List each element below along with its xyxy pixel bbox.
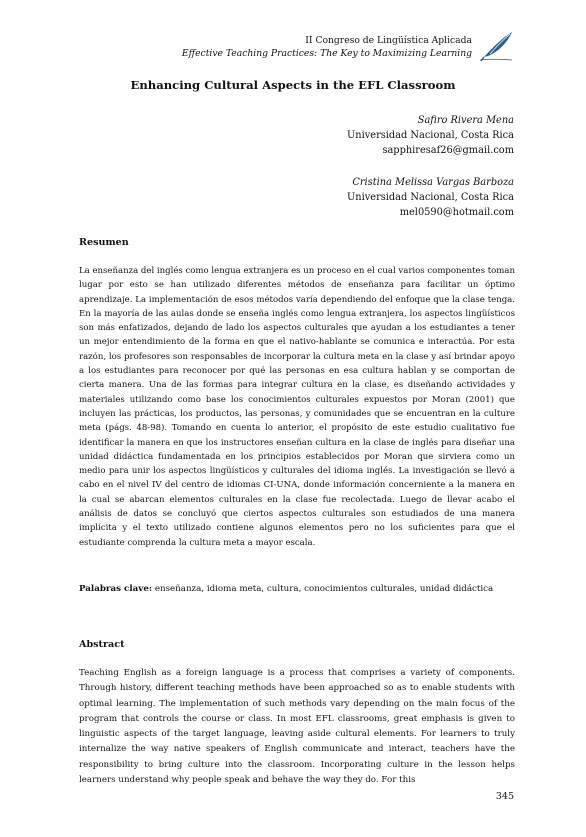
resumen-text: La enseñanza del inglés como lengua extranjera es un proceso en el cual varios componentes toman lugar por esto se han utilizado diferentes métodos de enseñanza para facilitar un óptimo aprendizaje. La implementación de esos métodos varía dependiendo del enfoque que la clase tenga. En la mayoría de las aulas donde se enseña inglés como lengua extranjera, los aspectos lingüísticos son más enfatizados, dejando de lado los aspectos culturales que ayudan a los estudiantes a tener un mejor entendimiento de la forma en que el nativo-hablante se comunica e interactúa. Por esta razón, los profesores son responsables de incorporar la cultura meta en la clase y así brindar apoyo a los estudiantes para reconocer por qué las personas en esa cultura hablan y se comportan de cierta manera. Una de las formas para integrar cultura en la clase, es diseñando actividades y materiales utilizando como base los conocimientos culturales expuestos por Moran (2001) que incluyen las prácticas, los productos, las personas, y comunidades que se encuentran en la culture meta (págs. 48-98). Tomando en cuenta lo anterior, el propósito de este estudio cualitativo fue identificar la manera en que los instructores enseñan cultura en la clase de inglés para diseñar una unidad didáctica fundamentada en los principios establecidos por Moran que sirviera como un medio para unir los aspectos lingüísticos y culturales del idioma inglés. La investigación se llevó a cabo en el nivel IV del centro de idiomas CI-UNA, donde información concerniente a la manera en la cual se abarcan elementos culturales en la clase fue recolectada. Luego de llevar acabo el análisis de datos se concluyó que ciertos aspectos culturales son estudiados de una manera implícita y el texto utilizado contiene algunos elementos pero no los suficientes para que el estudiante comprenda la cultura meta a mayor escala.	[79, 266, 515, 548]
author-email: sapphiresaf26@gmail.com	[382, 145, 514, 156]
author-block	[347, 113, 514, 220]
resumen-heading: Resumen	[79, 237, 129, 248]
conference-subtitle: Effective Teaching Practices: The Key to Maximizing Learning	[181, 48, 472, 59]
paper-title: Enhancing Cultural Aspects in the EFL Classroom	[130, 78, 456, 92]
author-name: Cristina Melissa Vargas Barboza	[352, 177, 514, 188]
conference-name: II Congreso de Lingüística Aplicada	[305, 35, 472, 46]
abstract-text: Teaching English as a foreign language is a process that comprises a variety of components. Through history, different teaching methods have been approached so as to enable students with optimal learning. The implementation of such methods vary depending on the main focus of the program that controls the course or class. In most EFL classrooms, great emphasis is given to linguistic aspects of the target language, leaving aside cultural elements. For learners to truly internalize the way native speakers of English communicate and interact, teachers have the responsibility to bring culture into the classroom. Incorporating culture in the lesson helps learners understand why people speak and behave the way they do. For this	[79, 668, 515, 786]
author-name: Safiro Rivera Mena	[417, 115, 514, 126]
keywords-label: Palabras clave:	[79, 584, 153, 594]
quill-pen-logo-icon	[478, 29, 516, 63]
author-email: mel0590@hotmail.com	[399, 207, 514, 218]
author-affiliation: Universidad Nacional, Costa Rica	[347, 130, 514, 141]
keywords-text: enseñanza, idioma meta, cultura, conocimientos culturales, unidad didáctica	[154, 584, 494, 594]
author-affiliation: Universidad Nacional, Costa Rica	[347, 192, 514, 203]
abstract-heading: Abstract	[79, 639, 125, 650]
running-header	[182, 34, 472, 60]
page-number: 345	[495, 791, 514, 802]
keywords	[79, 582, 515, 596]
